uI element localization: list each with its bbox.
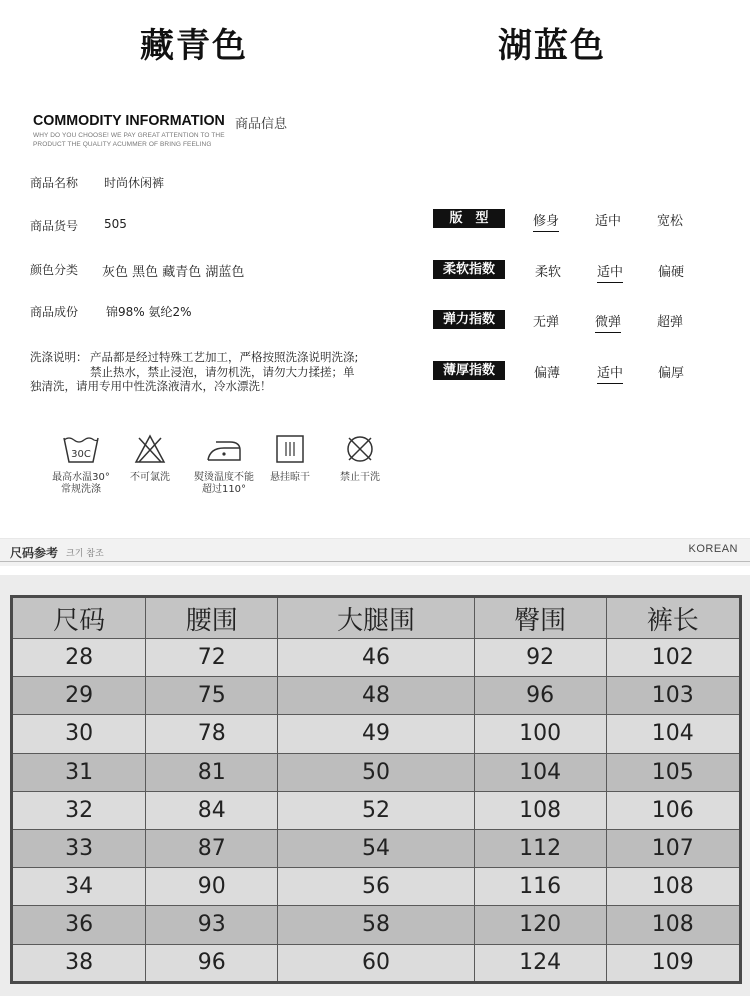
table-cell: 104 xyxy=(474,753,606,791)
table-cell: 107 xyxy=(606,829,740,867)
care-caption: 超过110° xyxy=(201,484,247,495)
wash-line-3: 独清洗，请用专用中性洗涤液清水，冷水漂洗！ xyxy=(30,379,272,393)
color-title-bar xyxy=(0,18,750,68)
table-row xyxy=(12,639,741,677)
wash-line-2: 禁止热水，禁止浸泡，请勿机洗，请勿大力揉搓；单 xyxy=(90,364,355,379)
table-row xyxy=(12,791,741,829)
table-cell: 108 xyxy=(606,906,740,944)
care-caption: 不可氯洗 xyxy=(130,472,170,483)
table-cell: 49 xyxy=(278,715,475,753)
table-cell: 96 xyxy=(146,944,278,982)
info-label: 商品货号 xyxy=(30,219,79,233)
color-name-lake-blue: 湖蓝色 xyxy=(498,26,606,66)
table-cell: 92 xyxy=(474,639,606,677)
wash-30-icon xyxy=(61,432,101,466)
table-row xyxy=(12,868,741,906)
table-cell: 120 xyxy=(474,906,606,944)
attr-option-none: 无弹 xyxy=(533,315,560,330)
wash-line-1: 产品都是经过特殊工艺加工，严格按照洗涤说明洗涤; xyxy=(90,350,359,364)
size-table xyxy=(10,595,742,984)
attr-label-fit: 版 型 xyxy=(433,209,505,228)
attr-row-fit xyxy=(433,209,733,229)
table-cell: 36 xyxy=(12,906,146,944)
table-cell: 31 xyxy=(12,753,146,791)
table-cell: 50 xyxy=(278,753,475,791)
table-cell: 30 xyxy=(12,715,146,753)
info-label: 颜色分类 xyxy=(30,263,79,277)
attr-label-softness: 柔软指数 xyxy=(433,260,505,279)
info-value: 时尚休闲裤 xyxy=(104,176,165,190)
care-caption: 悬挂晾干 xyxy=(270,472,310,483)
care-caption: 常规洗涤 xyxy=(61,484,101,495)
table-cell: 38 xyxy=(12,944,146,982)
table-cell: 124 xyxy=(474,944,606,982)
info-value: 锦98% 氨纶2% xyxy=(106,305,192,319)
header-size: 尺码 xyxy=(12,597,146,639)
attr-label-elasticity: 弹力指数 xyxy=(433,310,505,329)
table-cell: 81 xyxy=(146,753,278,791)
commodity-tagline xyxy=(33,131,225,149)
table-cell: 102 xyxy=(606,639,740,677)
table-cell: 52 xyxy=(278,791,475,829)
color-name-navy: 藏青色 xyxy=(140,26,248,66)
table-cell: 103 xyxy=(606,677,740,715)
size-bar-korean: KOREAN xyxy=(688,543,738,555)
table-cell: 108 xyxy=(474,791,606,829)
header-hip: 臀围 xyxy=(474,597,606,639)
table-cell: 46 xyxy=(278,639,475,677)
info-value: 灰色 黑色 藏青色 湖蓝色 xyxy=(102,265,245,280)
commodity-tagline-1: WHY DO YOU CHOOSE! WE PAY GREAT ATTENTION TO THE xyxy=(33,132,225,139)
table-cell: 112 xyxy=(474,829,606,867)
info-label: 商品成份 xyxy=(30,305,79,319)
table-cell: 106 xyxy=(606,791,740,829)
table-cell: 78 xyxy=(146,715,278,753)
care-iron xyxy=(184,432,264,496)
attr-option-medium: 适中 xyxy=(597,261,623,283)
table-cell: 33 xyxy=(12,829,146,867)
attr-option-slight: 微弹 xyxy=(595,311,621,333)
table-cell: 90 xyxy=(146,868,278,906)
attr-option-soft: 柔软 xyxy=(535,265,562,280)
table-cell: 96 xyxy=(474,677,606,715)
table-cell: 32 xyxy=(12,791,146,829)
table-cell: 93 xyxy=(146,906,278,944)
care-wash-30 xyxy=(40,432,122,496)
commodity-tagline-2: PRODUCT THE QUALITY ACUMMER OF BRING FEELING xyxy=(33,141,212,148)
wash-instructions xyxy=(30,350,382,394)
table-cell: 108 xyxy=(606,868,740,906)
table-cell: 87 xyxy=(146,829,278,867)
table-cell: 29 xyxy=(12,677,146,715)
commodity-info-title: COMMODITY INFORMATION xyxy=(33,112,225,129)
table-row xyxy=(12,944,741,982)
care-no-dry-clean xyxy=(330,432,390,484)
table-row xyxy=(12,906,741,944)
care-icons xyxy=(40,432,400,512)
attr-option-super: 超弹 xyxy=(657,315,684,330)
wash-label: 洗涤说明： xyxy=(30,350,88,364)
table-row xyxy=(12,715,741,753)
attr-row-thickness xyxy=(433,361,733,381)
iron-icon xyxy=(204,432,244,466)
divider xyxy=(0,561,750,562)
attr-option-hard: 偏硬 xyxy=(658,265,685,280)
table-cell: 105 xyxy=(606,753,740,791)
header-length: 裤长 xyxy=(606,597,740,639)
care-no-bleach xyxy=(124,432,176,484)
attr-option-loose: 宽松 xyxy=(657,214,684,229)
table-cell: 100 xyxy=(474,715,606,753)
attr-option-thin: 偏薄 xyxy=(534,366,561,381)
info-value: 505 xyxy=(104,217,127,231)
no-dry-clean-icon xyxy=(343,432,377,466)
attr-row-softness xyxy=(433,260,733,280)
table-cell: 58 xyxy=(278,906,475,944)
care-caption: 禁止干洗 xyxy=(340,472,380,483)
table-cell: 116 xyxy=(474,868,606,906)
size-bar-title: 尺码参考 xyxy=(10,546,59,560)
table-cell: 84 xyxy=(146,791,278,829)
table-row xyxy=(12,753,741,791)
care-hang-dry xyxy=(264,432,316,484)
info-label: 商品名称 xyxy=(30,176,79,190)
table-row xyxy=(12,677,741,715)
size-bar-subtitle: 크기 참조 xyxy=(66,549,104,559)
attr-label-thickness: 薄厚指数 xyxy=(433,361,505,380)
care-caption: 熨烫温度不能 xyxy=(194,472,254,483)
table-row xyxy=(12,829,741,867)
attr-option-slim: 修身 xyxy=(533,210,559,232)
table-cell: 34 xyxy=(12,868,146,906)
size-table-section xyxy=(0,575,750,996)
table-cell: 54 xyxy=(278,829,475,867)
table-cell: 75 xyxy=(146,677,278,715)
table-cell: 28 xyxy=(12,639,146,677)
table-cell: 60 xyxy=(278,944,475,982)
table-header-row xyxy=(12,597,741,639)
table-cell: 104 xyxy=(606,715,740,753)
table-cell: 109 xyxy=(606,944,740,982)
attr-row-elasticity xyxy=(433,310,733,330)
commodity-info-title-cn: 商品信息 xyxy=(235,117,288,132)
hang-dry-icon xyxy=(273,432,307,466)
table-cell: 48 xyxy=(278,677,475,715)
header-thigh: 大腿围 xyxy=(278,597,475,639)
attr-option-thick: 偏厚 xyxy=(658,366,685,381)
attr-option-medium: 适中 xyxy=(595,214,622,229)
header-waist: 腰围 xyxy=(146,597,278,639)
table-cell: 56 xyxy=(278,868,475,906)
attr-option-medium: 适中 xyxy=(597,362,623,384)
size-reference-bar xyxy=(0,538,750,566)
care-caption: 最高水温30° xyxy=(52,472,110,483)
table-cell: 72 xyxy=(146,639,278,677)
no-bleach-icon xyxy=(133,432,167,466)
svg-text:30C: 30C xyxy=(71,449,91,460)
